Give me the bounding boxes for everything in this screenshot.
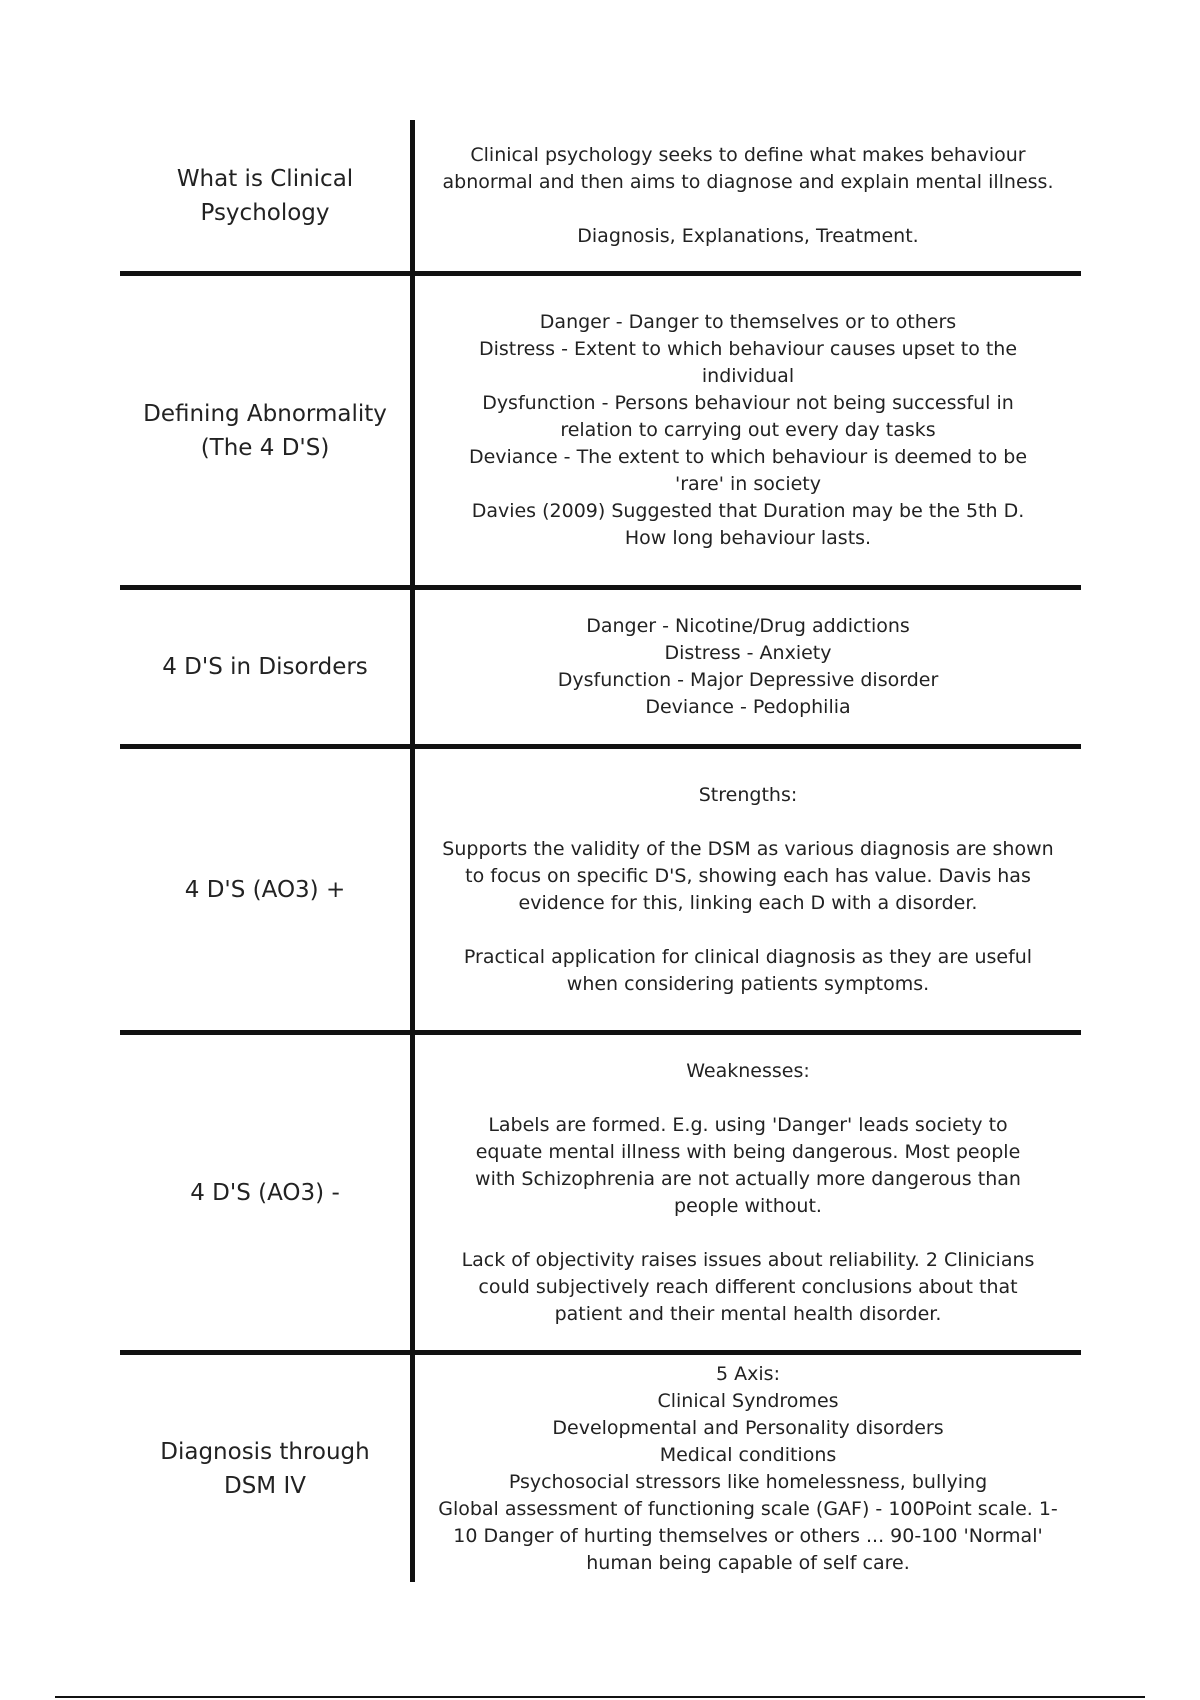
content-line: equate mental illness with being dangerous. Most people <box>475 1140 1021 1163</box>
content-line: Dysfunction - Persons behaviour not being successful in <box>482 392 1014 414</box>
content-line: Clinical psychology seeks to define what makes behaviour <box>470 143 1026 166</box>
content-line: patient and their mental health disorder. <box>554 1302 942 1325</box>
heading-line: 4 D'S (AO3) + <box>184 876 346 903</box>
row-content <box>415 1355 1081 1582</box>
table-row <box>120 590 1081 744</box>
heading-line: (The 4 D'S) <box>200 434 330 461</box>
content-line: Supports the validity of the DSM as various diagnosis are shown <box>442 837 1054 860</box>
heading-line: 4 D'S in Disorders <box>162 654 368 680</box>
content-line: Deviance - The extent to which behaviour is deemed to be <box>468 446 1028 468</box>
row-heading <box>120 120 410 271</box>
table-row <box>120 749 1081 1030</box>
row-heading <box>120 1035 410 1350</box>
row-content <box>415 120 1081 271</box>
content-line: How long behaviour lasts. <box>624 527 872 549</box>
table-row <box>120 120 1081 271</box>
content-line: human being capable of self care. <box>586 1551 910 1574</box>
content-line: could subjectively reach different conclusions about that <box>478 1275 1018 1298</box>
content-line: evidence for this, linking each D with a disorder. <box>518 891 978 914</box>
content-line: Danger - Nicotine/Drug addictions <box>586 615 910 637</box>
row-content <box>415 1035 1081 1350</box>
table-row <box>120 1355 1081 1582</box>
table-row <box>120 1035 1081 1350</box>
content-line: 5 Axis: <box>716 1362 780 1385</box>
content-line: Practical application for clinical diagnosis as they are useful <box>463 945 1033 968</box>
row-content <box>415 749 1081 1030</box>
content-line: Labels are formed. E.g. using 'Danger' leads society to <box>488 1113 1008 1136</box>
content-line: Weaknesses: <box>686 1059 810 1082</box>
heading-line: Diagnosis through <box>160 1438 370 1465</box>
row-content <box>415 590 1081 744</box>
content-line: people without. <box>674 1194 822 1217</box>
content-line: abnormal and then aims to diagnose and explain mental illness. <box>442 170 1054 193</box>
content-line: Deviance - Pedophilia <box>645 696 851 718</box>
content-line: 'rare' in society <box>674 473 822 495</box>
table-row <box>120 276 1081 585</box>
content-line: when considering patients symptoms. <box>566 972 930 995</box>
row-heading <box>120 276 410 585</box>
content-line: Strengths: <box>698 783 798 806</box>
content-line: with Schizophrenia are not actually more dangerous than <box>475 1167 1021 1190</box>
heading-line: Defining Abnormality <box>143 400 387 427</box>
content-line: Lack of objectivity raises issues about reliability. 2 Clinicians <box>461 1248 1035 1271</box>
content-line: to focus on specific D'S, showing each has value. Davis has <box>465 864 1031 887</box>
heading-line: 4 D'S (AO3) - <box>190 1179 340 1206</box>
content-line: relation to carrying out every day tasks <box>560 419 936 441</box>
row-content <box>415 276 1081 585</box>
content-line: Distress - Anxiety <box>664 642 832 664</box>
bottom-rule <box>55 1696 1145 1698</box>
content-line: Danger - Danger to themselves or to others <box>539 311 957 333</box>
row-heading <box>120 1355 410 1582</box>
row-heading <box>120 590 410 744</box>
content-line: Developmental and Personality disorders <box>552 1416 944 1439</box>
content-line: Clinical Syndromes <box>657 1389 839 1412</box>
content-line: 10 Danger of hurting themselves or others ... 90-100 'Normal' <box>453 1524 1043 1547</box>
heading-line: Psychology <box>200 199 330 226</box>
row-heading <box>120 749 410 1030</box>
content-line: individual <box>701 365 795 387</box>
content-line: Distress - Extent to which behaviour causes upset to the <box>478 338 1018 360</box>
content-line: Medical conditions <box>659 1443 837 1466</box>
content-line: Diagnosis, Explanations, Treatment. <box>577 224 919 247</box>
content-line: Dysfunction - Major Depressive disorder <box>557 669 939 691</box>
content-line: Global assessment of functioning scale (GAF) - 100Point scale. 1- <box>438 1497 1058 1520</box>
heading-line: DSM IV <box>224 1472 306 1499</box>
content-line: Psychosocial stressors like homelessness, bullying <box>508 1470 988 1493</box>
heading-line: What is Clinical <box>176 165 354 192</box>
content-line: Davies (2009) Suggested that Duration may be the 5th D. <box>471 500 1025 522</box>
